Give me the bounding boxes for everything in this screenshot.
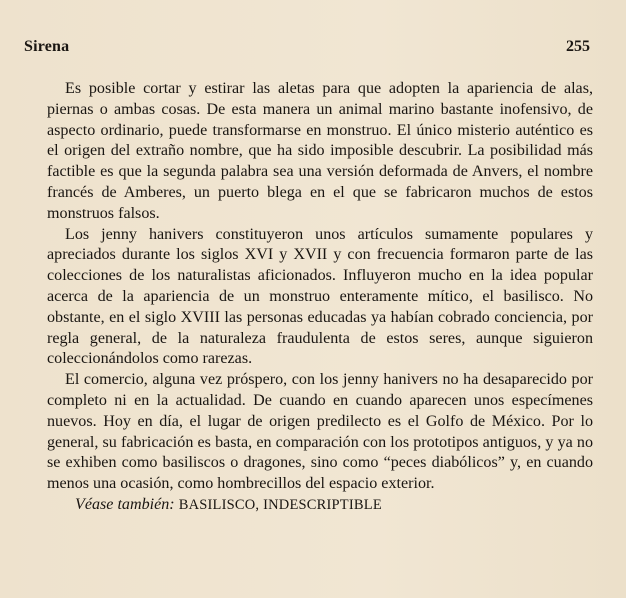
- paragraph: Los jenny hanivers constituyeron unos artículos sumamente populares y apreciados durante los siglos XVI y XVII y con frecuencia formaron parte de las colecciones de los naturalistas aficionados. Influyeron mucho en la idea popular acerca de la apariencia de un monstruo enteramente mítico, el basilisco. No obstante, en el siglo XVIII las personas educadas ya habían cobrado conciencia, por regla general, de la naturaleza fraudulenta de estos seres, aunque siguieron coleccionándolos como rarezas.: [47, 225, 593, 368]
- paragraph: El comercio, alguna vez próspero, con los jenny hanivers no ha desaparecido por completo ni en la actualidad. De cuando en cuando aparecen unos especímenes nuevos. Hoy en día, el lugar de origen predilecto es el Golfo de México. Por lo general, su fabricación es basta, en comparación con los prototipos antiguos, y ya no se exhiben como basiliscos o dragones, sino como “peces diabólicos” y, en cuando menos una ocasión, como hombrecillos del espacio exterior.: [47, 371, 593, 493]
- body-text: [47, 79, 593, 516]
- page-header: [24, 38, 590, 62]
- see-also: [47, 495, 593, 516]
- paragraph: Es posible cortar y estirar las aletas para que adopten la apariencia de alas, piernas o ambas cosas. De esta manera un animal marino bastante inofensivo, de aspecto ordinario, puede transformarse en monstruo. El único misterio auténtico es el origen del extraño nombre, que ha sido imposible descubrir. La posibilidad más factible es que la segunda palabra sea una versión deformada de Anvers, el nombre francés de Amberes, un puerto blega en el que se fabricaron muchos de estos monstruos falsos.: [47, 80, 593, 222]
- running-head: Sirena: [24, 38, 70, 55]
- see-also-refs: BASILISCO, INDESCRIPTIBLE: [178, 496, 382, 513]
- page-number: 255: [566, 38, 590, 55]
- see-also-label: Véase también:: [75, 495, 175, 513]
